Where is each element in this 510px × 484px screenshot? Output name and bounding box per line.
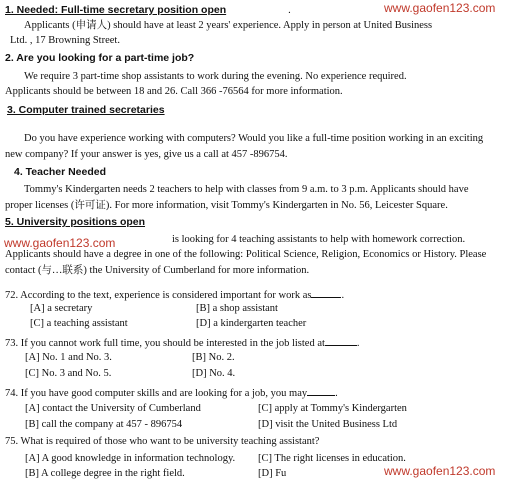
ad-5-line-3: contact (与…联系) the University of Cumberland for more information.: [5, 265, 310, 276]
ad-4-heading: 4. Teacher Needed: [14, 166, 107, 178]
question-75-option-a[interactable]: [A] A good knowledge in information technology.: [25, 453, 236, 464]
question-72-option-a[interactable]: [A] a secretary: [30, 303, 93, 314]
ad-1-line-2: Ltd. , 17 Browning Street.: [10, 35, 120, 46]
question-74-end: .: [335, 388, 338, 399]
question-74-option-a[interactable]: [A] contact the University of Cumberland: [25, 403, 201, 414]
question-74-option-d[interactable]: [D] visit the United Business Ltd: [258, 419, 398, 430]
question-74-option-c[interactable]: [C] apply at Tommy's Kindergarten: [258, 403, 407, 414]
ad-5-line-1: is looking for 4 teaching assistants to help with homework correction.: [172, 234, 466, 245]
ad-1-heading: 1. Needed: Full-time secretary position open: [5, 4, 227, 16]
question-73-end: .: [356, 338, 360, 349]
ad-2-line-1: We require 3 part-time shop assistants to work during the evening. No experience required.: [24, 71, 407, 82]
ad-4-line-2: proper licenses (许可证). For more information, visit Tommy's Kindergarten in No. 56, Leicester Square.: [5, 200, 448, 211]
ad-3-line-1: Do you have experience working with computers? Would you like a full-time position working in an exciting: [24, 133, 484, 144]
question-72-option-c[interactable]: [C] a teaching assistant: [30, 318, 128, 329]
question-74-blank: [307, 385, 335, 396]
question-75-stem: 75. What is required of those who want to be university teaching assistant?: [5, 436, 320, 447]
question-73-option-c[interactable]: [C] No. 3 and No. 5.: [25, 368, 112, 379]
question-74-stem: [5, 385, 338, 400]
ad-3-line-2: new company? If your answer is yes, give us a call at 457 -896754.: [5, 149, 288, 160]
watermark-bottom: www.gaofen123.com: [384, 464, 496, 478]
watermark-middle: www.gaofen123.com: [4, 236, 116, 250]
question-72-option-d[interactable]: [D] a kindergarten teacher: [196, 318, 307, 329]
ad-1-heading-row: [5, 4, 291, 17]
question-73-option-b[interactable]: [B] No. 2.: [192, 352, 235, 363]
question-72-blank: [311, 287, 341, 298]
watermark-top: www.gaofen123.com: [384, 1, 496, 15]
question-73-text: 73. If you cannot work full time, you should be interested in the job listed at: [5, 338, 325, 349]
ad-4-line-1: Tommy's Kindergarten needs 2 teachers to help with classes from 9 a.m. to 3 p.m. Applicants should have: [24, 184, 469, 195]
question-72-text: 72. According to the text, experience is considered important for work as: [5, 290, 312, 301]
question-73-blank: [325, 335, 357, 346]
ad-1-heading-suffix: .: [288, 5, 291, 16]
question-74-option-b[interactable]: [B] call the company at 457 - 896754: [25, 419, 183, 430]
ad-2-line-2: Applicants should be between 18 and 26. Call 366 -76564 for more information.: [5, 86, 343, 97]
question-73-option-d[interactable]: [D] No. 4.: [192, 368, 236, 379]
question-73-stem: [5, 335, 360, 350]
question-74-text: 74. If you have good computer skills and are looking for a job, you may: [5, 388, 308, 399]
ad-2-heading: 2. Are you looking for a part-time job?: [5, 52, 195, 64]
question-72-stem: [5, 287, 344, 302]
question-75-option-c[interactable]: [C] The right licenses in education.: [258, 453, 406, 464]
ad-1-line-1: Applicants (申请人) should have at least 2 years' experience. Apply in person at United Business: [24, 20, 433, 31]
question-72-option-b[interactable]: [B] a shop assistant: [196, 303, 278, 314]
question-75-option-d[interactable]: [D] Fu: [258, 468, 287, 479]
question-75-option-b[interactable]: [B] A college degree in the right field.: [25, 468, 185, 479]
ad-5-line-2: Applicants should have a degree in one of the following: Political Science, Religion, Economics or History. Please: [5, 249, 487, 260]
ad-3-heading: 3. Computer trained secretaries: [7, 104, 165, 116]
question-72-end: .: [341, 290, 345, 301]
question-73-option-a[interactable]: [A] No. 1 and No. 3.: [25, 352, 112, 363]
ad-5-heading: 5. University positions open: [5, 216, 146, 228]
